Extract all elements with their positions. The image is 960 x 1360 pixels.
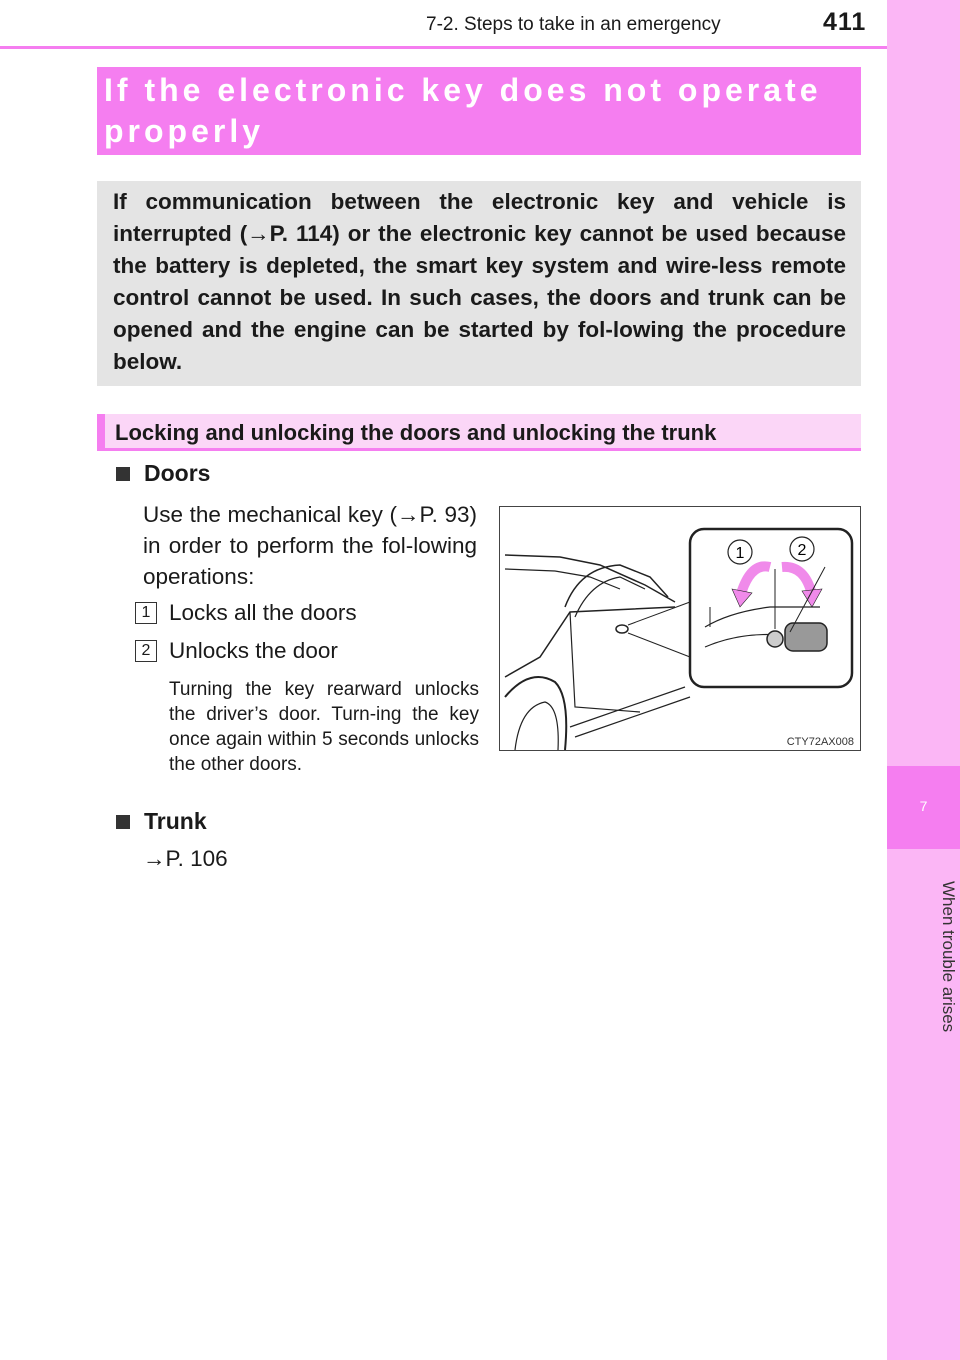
trunk-page-reference: →P. 106 [143,846,228,871]
header-section-title: 7-2. Steps to take in an emergency [426,14,721,35]
chapter-side-tab [887,0,960,1360]
chapter-number: 7 [887,766,960,849]
page-number: 411 [823,8,867,36]
trunk-heading-text: Trunk [144,808,207,834]
doors-note: Turning the key rearward unlocks the driver’s door. Turn-ing the key once again within 5 seconds unlocks the other doors. [169,679,479,775]
doors-text: Use the mechanical key (→P. 93) in order to perform the fol-lowing operations: [143,502,477,589]
doors-heading-text: Doors [144,460,211,486]
square-bullet-icon [116,467,130,481]
step-2 [135,638,338,664]
step-1 [135,600,357,626]
section-title: Locking and unlocking the doors and unlocking the trunk [115,420,717,445]
square-bullet-icon [116,815,130,829]
page-title: If the electronic key does not operate properly [104,72,822,149]
intro-text: If communication between the electronic key and vehicle is interrupted (→P. 114) or the electronic key cannot be used because the battery is depleted, the smart key system and wire-less remote control cannot be used. In such cases, the doors and trunk can be opened and the engine can be started by fol-lowing the procedure below. [113,189,846,374]
step-label: Locks all the doors [169,600,357,625]
step-number: 2 [135,640,157,662]
trunk-heading [116,808,207,835]
step-number: 1 [135,602,157,624]
figure-code: CTY72AX008 [786,736,854,748]
car-illustration [500,507,860,750]
car-door-key-illustration [499,506,861,751]
chapter-title: When trouble arises [939,881,958,1033]
doors-heading [116,460,210,487]
callout-1: 1 [735,545,745,562]
step-label: Unlocks the door [169,638,338,663]
callout-2: 2 [797,542,807,559]
header-rule [0,46,887,49]
